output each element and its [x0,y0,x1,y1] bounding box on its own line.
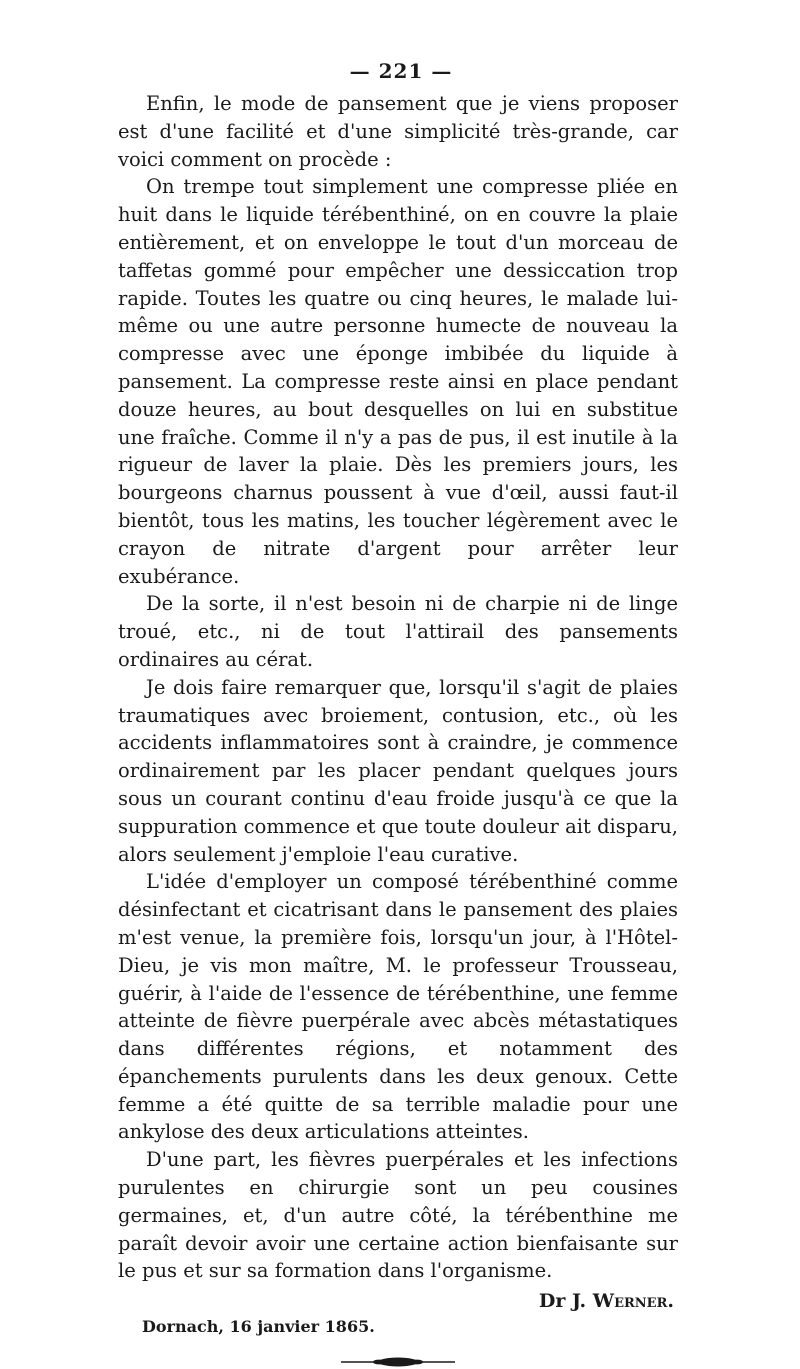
signature-title: Dr [538,1290,566,1313]
paragraph-4: Je dois faire remarquer que, lorsqu'il s'agit de plaies traumatiques avec broiement, contusion, etc., où les accidents inflammatoires sont à craindre, je commence ordinairement par les placer pendant quelques jours sous un courant continu d'eau froide jusqu'à ce que la suppuration commence et que toute douleur ait disparu, alors seulement j'emploie l'eau curative. [118,675,678,866]
signature-name: J. Werner. [571,1290,674,1313]
paragraph-3: De la sorte, il n'est besoin ni de charpie ni de linge troué, etc., ni de tout l'attirail des pansements ordinaires au cérat. [118,592,678,671]
dateline: Dornach, 16 janvier 1865. [142,1317,375,1337]
paragraph-1: Enfin, le mode de pansement que je viens proposer est d'une facilité et d'une simplicité très-grande, car voici comment on procède : [118,92,678,171]
paragraph-2: On trempe tout simplement une compresse pliée en huit dans le liquide térébenthiné, on en couvre la plaie entièrement, et on enveloppe le tout d'un morceau de taffetas gommé pour empêcher une dessiccation trop rapide. Toutes les quatre ou cinq heures, le malade lui-même ou une autre personne humecte de nouveau la compresse avec une éponge imbibée du liquide à pansement. La compresse reste ainsi en place pendant douze heures, au bout desquelles on lui en substitue une fraîche. Comme il n'y a pas de pus, il est inutile à la rigueur de laver la plaie. Dès les premiers jours, les bourgeons charnus poussent à vue d'œil, aussi faut-il bientôt, tous les matins, les toucher légèrement avec le crayon de nitrate d'argent pour arrêter leur exubérance. [118,175,678,588]
paragraph-6: D'une part, les fièvres puerpérales et les infections purulentes en chirurgie sont un peu cousines germaines, et, d'un autre côté, la térébenthine me paraît devoir avoir une certaine action bienfaisante sur le pus et sur sa formation dans l'organisme. [118,1148,678,1283]
page-number: — 221 — [349,59,453,83]
book-page [118,58,678,1369]
author-signature [118,1287,678,1315]
end-ornament-icon [339,1355,457,1369]
paragraph-5: L'idée d'employer un composé térébenthiné comme désinfectant et cicatrisant dans le pansement des plaies m'est venue, la première fois, lorsqu'un jour, à l'Hôtel-Dieu, je vis mon maître, M. le professeur Trousseau, guérir, à l'aide de l'essence de térébenthine, une femme atteinte de fièvre puerpérale avec abcès métastatiques dans différentes régions, et notamment des épanchements purulents dans les deux genoux. Cette femme a été quitte de sa terrible maladie pour une ankylose des deux articulations atteintes. [118,870,678,1144]
